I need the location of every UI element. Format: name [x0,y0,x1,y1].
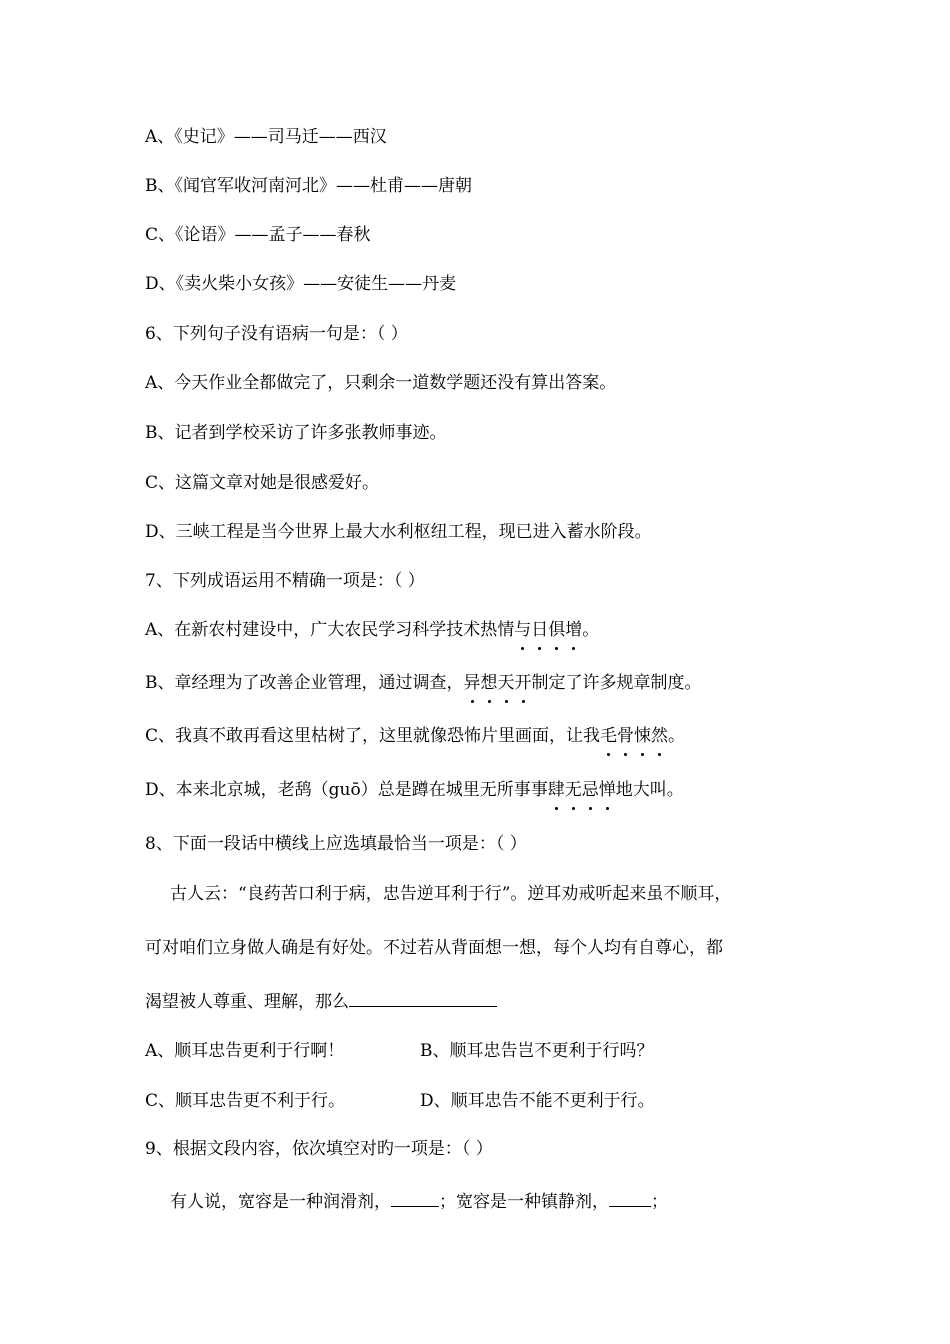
q6-question: 6、下列句子没有语病一句是：（ ） [145,324,408,344]
q8-options-row-2 [145,1089,655,1113]
q8-answer-blank[interactable] [349,988,497,1007]
q7-option-d [145,778,684,802]
q9-paragraph-line-1 [170,1188,668,1212]
q7-a-text: A、在新农村建设中，广大农民学习科学技术热情 [145,620,515,640]
dotted-char: 开 [514,673,532,693]
q9-part2: ；宽容是一种镇静剂， [439,1192,609,1212]
dotted-char: 毛 [600,726,618,746]
dotted-char: 与 [514,620,532,640]
q8-paragraph-line-3 [145,988,497,1012]
dotted-char: 俱 [548,620,566,640]
q7-option-c [145,724,685,748]
q7-d-text: D、本来北京城，老鸹（guō）总是蹲在城里无所事事 [145,780,548,800]
dotted-char: 想 [480,673,498,693]
dotted-char: 悚 [634,726,652,746]
q7-b-text: B、章经理为了改善企业管理，通过调查， [145,673,464,693]
q8-paragraph-line-2: 可对咱们立身做人确是有好处。不过若从背面想一想，每个人均有自尊心，都 [145,938,723,958]
dotted-char: 异 [463,673,481,693]
q8-question: 8、下面一段话中横线上应选填最恰当一项是：（ ） [145,834,527,854]
q7-a-tail: 。 [582,620,600,640]
q7-option-b [145,671,702,695]
q7-d-tail: 地大叫。 [615,780,684,800]
dotted-char: 天 [497,673,515,693]
dotted-char: 然 [651,726,669,746]
dotted-char: 无 [564,780,582,800]
q5-option-a: A、《史记》——司马迁——西汉 [145,127,387,147]
dotted-char: 惮 [598,780,616,800]
q7-option-a [145,618,599,642]
q7-b-tail: 制定了许多规章制度。 [531,673,702,693]
q8-paragraph-line-1: 古人云：“良药苦口利于病，忠告逆耳利于行”。逆耳劝戒听起来虽不顺耳， [170,884,732,904]
q8-option-c: C、顺耳忠告更不利于行。 [145,1091,346,1111]
dotted-char: 骨 [617,726,635,746]
dotted-char: 忌 [581,780,599,800]
dotted-char: 日 [531,620,549,640]
q6-option-d: D、三峡工程是当今世界上最大水利枢纽工程，现已进入蓄水阶段。 [145,522,652,542]
q9-part3: ； [651,1192,668,1212]
q8-para3-text: 渴望被人尊重、理解，那么 [145,992,349,1012]
q5-option-c: C、《论语》——孟子——春秋 [145,225,371,245]
q8-option-a: A、顺耳忠告更利于行啊！ [145,1041,345,1061]
q9-answer-blank-1[interactable] [391,1188,439,1207]
q7-c-text: C、我真不敢再看这里枯树了，这里就像恐怖片里画面，让我 [145,726,601,746]
q6-option-a: A、今天作业全都做完了，只剩余一道数学题还没有算出答案。 [145,373,617,393]
q6-option-b: B、记者到学校采访了许多张教师事迹。 [145,423,447,443]
q8-option-b: B、顺耳忠告岂不更利于行吗？ [420,1041,654,1061]
dotted-char: 肆 [547,780,565,800]
q9-answer-blank-2[interactable] [609,1188,651,1207]
q6-option-c: C、这篇文章对她是很感爱好。 [145,473,380,493]
q9-part1: 有人说，宽容是一种润滑剂， [170,1192,391,1212]
q8-option-d: D、顺耳忠告不能不更利于行。 [420,1091,655,1111]
q9-question: 9、根据文段内容，依次填空对旳一项是：（ ） [145,1139,493,1159]
q7-c-tail: 。 [668,726,686,746]
q5-option-d: D、《卖火柴小女孩》——安徒生——丹麦 [145,274,457,294]
q5-option-b: B、《闻官军收河南河北》——杜甫——唐朝 [145,176,472,196]
dotted-char: 增 [565,620,583,640]
q8-options-row-1 [145,1039,654,1063]
q7-question: 7、下列成语运用不精确一项是：（ ） [145,571,425,591]
